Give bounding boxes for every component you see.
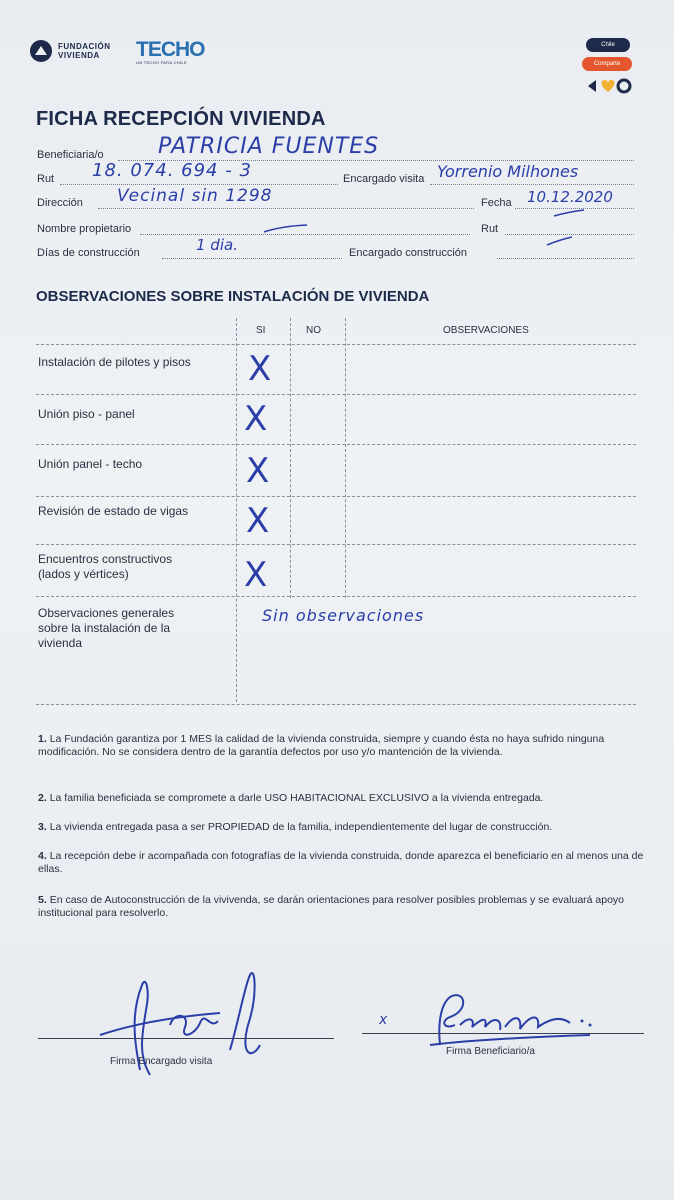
house-icon [30,40,52,62]
si-check-mark: X [246,501,270,541]
direccion-value: Vecinal sin 1298 [117,186,273,206]
techo-wordmark: TECHO [136,38,205,61]
column-header-si: SI [256,325,266,336]
chile-pill: Chile [586,38,630,52]
fecha-value: 10.12.2020 [527,188,613,206]
si-check-mark: X [244,555,268,595]
term-item: 4. La recepción debe ir acompañada con fotografías de la vivienda construida, donde aparezca el beneficiario en al menos una de ellas. [38,850,644,875]
si-check-mark: X [246,451,270,491]
term-item: 1. La Fundación garantiza por 1 MES la calidad de la vivienda construida, siempre y cuando ésta no haya sufrido ninguna modificación. No se considera dentro de la garantía defectos por uso y/o mantención de la vivienda. [38,733,605,758]
table-divider-si [236,318,237,702]
term-item: 2. La familia beneficiada se compromete a darle USO HABITACIONAL EXCLUSIVO a la vivienda entregada. [38,792,544,804]
propietario-dash-mark [262,222,310,236]
propietario-label: Nombre propietario [37,223,132,235]
chile-comparte-badge [582,38,632,98]
dias-value: 1 dia. [196,236,238,254]
beneficiario-label: Beneficiaria/o [37,149,104,161]
table-row-label: Encuentros constructivos (lados y vértices) [38,552,173,581]
encargado-visita-label: Encargado visita [343,173,425,185]
encargado-construccion-label: Encargado construcción [349,247,468,259]
techo-tagline: UN TECHO PARA CHILE [136,60,187,65]
table-row-label: Revisión de estado de vigas [38,504,189,518]
column-header-no: NO [306,325,321,336]
table-divider-no [290,318,291,598]
si-check-mark: X [248,349,272,389]
encargado-signature-label: Firma Encargado visita [110,1056,213,1067]
fecha-label: Fecha [481,197,512,209]
encargado-construccion-line [497,258,634,259]
heart-arrow-icon [584,76,634,96]
logo-line-2: VIVIENDA [58,51,100,60]
direccion-label: Dirección [37,197,83,209]
table-row-label: Unión piso - panel [38,407,135,421]
si-check-mark: X [244,399,268,439]
rut-value: 18. 074. 694 - 3 [92,160,252,181]
term-item: 5. En caso de Autoconstrucción de la vivivenda, se darán orientaciones para resolver posibles problemas y se evaluará apoyo institucional para resolverlo. [38,894,625,919]
column-header-observaciones: OBSERVACIONES [443,325,529,336]
rut2-label: Rut [481,223,499,235]
table-row-label: Unión panel - techo [38,457,143,471]
table-divider-obs [345,318,346,598]
techo-logo [136,40,205,65]
fundacion-vivienda-logo [30,40,111,62]
encargado-construccion-dash-mark [545,234,575,248]
general-observations-value: Sin observaciones [262,606,425,625]
beneficiario-signature-label: Firma Beneficiario/a [446,1046,535,1057]
comparte-pill: Comparte [582,57,632,71]
rut2-dash-mark [552,206,588,220]
beneficiario-x-mark: x [379,1012,388,1028]
term-item: 3. La vivienda entregada pasa a ser PROPIEDAD de la familia, independientemente del lugar de construcción. [38,821,553,833]
encargado-signature-line [38,1038,334,1039]
form-title: FICHA RECEPCIÓN VIVIENDA [36,108,326,130]
logo-line-1: FUNDACIÓN [58,42,111,51]
beneficiario-signature-line [362,1033,644,1034]
beneficiario-value: PATRICIA FUENTES [158,134,380,159]
direccion-line [98,208,474,209]
dias-label: Días de construcción [37,247,140,259]
encargado-signature [80,955,280,1095]
table-row-label: Instalación de pilotes y pisos [38,355,191,369]
rut-label: Rut [37,173,55,185]
rut-line [60,184,338,185]
encargado-visita-value: Yorrenio Milhones [437,162,579,181]
encargado-visita-line [430,184,634,185]
general-observations-label: Observaciones generales sobre la instalación de la vivienda [38,606,175,650]
observaciones-section-title: OBSERVACIONES SOBRE INSTALACIÓN DE VIVIENDA [36,288,430,305]
dias-line [162,258,342,259]
